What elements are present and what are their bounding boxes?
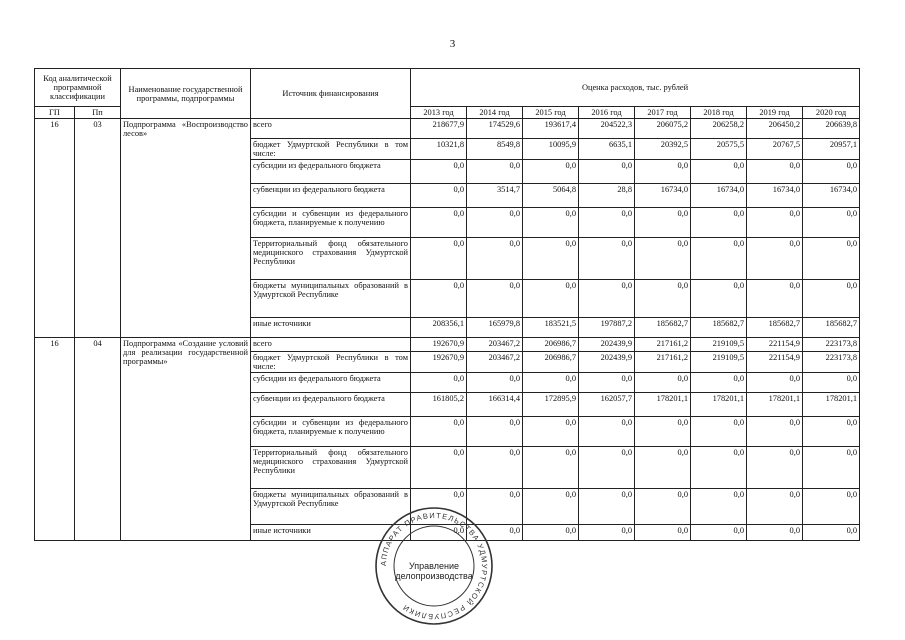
amount-cell: 0,0 [467,160,523,184]
header-name: Наименование государственной программы, подпрограммы [121,69,251,119]
amount-cell: 0,0 [747,417,803,447]
amount-cell: 20392,5 [635,139,691,160]
amount-cell: 0,0 [635,417,691,447]
amount-cell: 0,0 [803,208,860,238]
amount-cell: 0,0 [691,447,747,489]
amount-cell: 203467,2 [467,338,523,352]
header-year: 2018 год [691,107,747,119]
amount-cell: 0,0 [691,417,747,447]
header-year: 2014 год [467,107,523,119]
header-gp: ГП [35,107,75,119]
amount-cell: 0,0 [579,417,635,447]
amount-cell: 217161,2 [635,338,691,352]
amount-cell: 0,0 [579,160,635,184]
funding-source: субвенции из федерального бюджета [251,184,411,208]
amount-cell: 193617,4 [523,119,579,139]
amount-cell: 0,0 [467,238,523,280]
official-stamp [373,505,495,627]
amount-cell: 202439,9 [579,338,635,352]
header-year: 2019 год [747,107,803,119]
amount-cell: 0,0 [579,525,635,541]
amount-cell: 20575,5 [691,139,747,160]
amount-cell: 0,0 [691,525,747,541]
block-gp: 16 [35,338,75,541]
funding-source: субсидии и субвенции из федерального бюджета, планируемые к получению [251,208,411,238]
funding-source: иные источники [251,525,411,541]
amount-cell: 0,0 [579,208,635,238]
amount-cell: 217161,2 [635,352,691,373]
table-row [35,119,860,139]
amount-cell: 0,0 [691,238,747,280]
amount-cell: 161805,2 [411,393,467,417]
amount-cell: 0,0 [635,208,691,238]
block-gp: 16 [35,119,75,338]
amount-cell: 0,0 [411,417,467,447]
amount-cell: 0,0 [635,447,691,489]
amount-cell: 178201,1 [803,393,860,417]
amount-cell: 206639,8 [803,119,860,139]
header-year: 2020 год [803,107,860,119]
amount-cell: 0,0 [635,238,691,280]
amount-cell: 202439,9 [579,352,635,373]
amount-cell: 0,0 [691,489,747,525]
funding-source: субсидии из федерального бюджета [251,160,411,184]
amount-cell: 10321,8 [411,139,467,160]
amount-cell: 6635,1 [579,139,635,160]
amount-cell: 203467,2 [467,352,523,373]
amount-cell: 0,0 [691,280,747,318]
amount-cell: 0,0 [523,208,579,238]
amount-cell: 0,0 [635,373,691,393]
amount-cell: 0,0 [803,447,860,489]
funding-source: субвенции из федерального бюджета [251,393,411,417]
header-code-group: Код аналитической программной классификации [35,69,121,107]
amount-cell: 0,0 [523,280,579,318]
amount-cell: 162057,7 [579,393,635,417]
amount-cell: 192670,9 [411,338,467,352]
amount-cell: 0,0 [691,208,747,238]
amount-cell: 178201,1 [635,393,691,417]
amount-cell: 0,0 [523,417,579,447]
amount-cell: 0,0 [803,489,860,525]
amount-cell: 0,0 [579,373,635,393]
amount-cell: 0,0 [691,373,747,393]
amount-cell: 0,0 [523,373,579,393]
amount-cell: 0,0 [691,160,747,184]
header-estimate: Оценка расходов, тыс. рублей [411,69,860,107]
amount-cell: 0,0 [579,447,635,489]
amount-cell: 16734,0 [635,184,691,208]
amount-cell: 0,0 [747,208,803,238]
amount-cell: 0,0 [467,280,523,318]
amount-cell: 0,0 [523,238,579,280]
amount-cell: 0,0 [467,417,523,447]
amount-cell: 185682,7 [691,318,747,338]
amount-cell: 0,0 [803,238,860,280]
amount-cell: 0,0 [411,525,467,541]
amount-cell: 0,0 [747,238,803,280]
amount-cell: 0,0 [411,280,467,318]
amount-cell: 219109,5 [691,352,747,373]
amount-cell: 183521,5 [523,318,579,338]
funding-source: субсидии и субвенции из федерального бюджета, планируемые к получению [251,417,411,447]
amount-cell: 0,0 [747,373,803,393]
funding-source: бюджет Удмуртской Республики в том числе: [251,139,411,160]
amount-cell: 0,0 [411,238,467,280]
amount-cell: 20767,5 [747,139,803,160]
subprogram-name: Подпрограмма «Создание условий для реализации государственной программы» [121,338,251,541]
amount-cell: 223173,8 [803,352,860,373]
funding-source: субсидии из федерального бюджета [251,373,411,393]
header-year: 2013 год [411,107,467,119]
header-year: 2017 год [635,107,691,119]
amount-cell: 28,8 [579,184,635,208]
amount-cell: 218677,9 [411,119,467,139]
funding-source: бюджет Удмуртской Республики в том числе: [251,352,411,373]
amount-cell: 0,0 [579,238,635,280]
amount-cell: 0,0 [747,160,803,184]
funding-source: бюджеты муниципальных образований в Удмуртской Республике [251,489,411,525]
amount-cell: 0,0 [411,373,467,393]
amount-cell: 192670,9 [411,352,467,373]
amount-cell: 185682,7 [635,318,691,338]
amount-cell: 174529,6 [467,119,523,139]
amount-cell: 0,0 [747,489,803,525]
amount-cell: 0,0 [747,280,803,318]
amount-cell: 0,0 [803,160,860,184]
amount-cell: 20957,1 [803,139,860,160]
amount-cell: 3514,7 [467,184,523,208]
amount-cell: 0,0 [467,447,523,489]
amount-cell: 0,0 [467,489,523,525]
amount-cell: 5064,8 [523,184,579,208]
amount-cell: 0,0 [523,447,579,489]
amount-cell: 165979,8 [467,318,523,338]
amount-cell: 16734,0 [691,184,747,208]
funding-source: всего [251,119,411,139]
amount-cell: 0,0 [579,489,635,525]
amount-cell: 0,0 [635,280,691,318]
block-pp: 04 [75,338,121,541]
funding-source: иные источники [251,318,411,338]
amount-cell: 223173,8 [803,338,860,352]
subprogram-name: Подпрограмма «Воспроизводство лесов» [121,119,251,338]
amount-cell: 0,0 [803,417,860,447]
amount-cell: 0,0 [747,447,803,489]
header-source: Источник финансирования [251,69,411,119]
amount-cell: 178201,1 [747,393,803,417]
funding-source: всего [251,338,411,352]
amount-cell: 16734,0 [747,184,803,208]
amount-cell: 0,0 [411,208,467,238]
amount-cell: 0,0 [635,525,691,541]
amount-cell: 0,0 [411,447,467,489]
amount-cell: 221154,9 [747,338,803,352]
svg-text:АППАРАТ ПРАВИТЕЛЬСТВА УДМУРТСК: АППАРАТ ПРАВИТЕЛЬСТВА УДМУРТСКОЙ РЕСПУБЛИКИ [378,510,490,622]
amount-cell: 0,0 [803,525,860,541]
amount-cell: 208356,1 [411,318,467,338]
amount-cell: 0,0 [635,160,691,184]
amount-cell: 219109,5 [691,338,747,352]
amount-cell: 10095,9 [523,139,579,160]
amount-cell: 0,0 [467,208,523,238]
stamp-label: Управление делопроизводства [395,561,473,581]
amount-cell: 206986,7 [523,352,579,373]
amount-cell: 0,0 [635,489,691,525]
amount-cell: 0,0 [803,373,860,393]
amount-cell: 0,0 [411,489,467,525]
amount-cell: 206986,7 [523,338,579,352]
amount-cell: 8549,8 [467,139,523,160]
amount-cell: 166314,4 [467,393,523,417]
amount-cell: 185682,7 [747,318,803,338]
funding-source: бюджеты муниципальных образований в Удмуртской Республике [251,280,411,318]
amount-cell: 0,0 [411,184,467,208]
table-row [35,338,860,352]
amount-cell: 16734,0 [803,184,860,208]
amount-cell: 206075,2 [635,119,691,139]
amount-cell: 172895,9 [523,393,579,417]
budget-table [34,68,860,541]
amount-cell: 0,0 [747,525,803,541]
funding-source: Территориальный фонд обязательного медицинского страхования Удмуртской Республики [251,447,411,489]
header-year: 2016 год [579,107,635,119]
amount-cell: 221154,9 [747,352,803,373]
amount-cell: 197887,2 [579,318,635,338]
amount-cell: 0,0 [523,160,579,184]
header-year: 2015 год [523,107,579,119]
amount-cell: 0,0 [467,373,523,393]
header-pp: Пп [75,107,121,119]
amount-cell: 206450,2 [747,119,803,139]
amount-cell: 178201,1 [691,393,747,417]
amount-cell: 0,0 [467,525,523,541]
page-number: 3 [449,38,456,50]
funding-source: Территориальный фонд обязательного медицинского страхования Удмуртской Республики [251,238,411,280]
amount-cell: 0,0 [579,280,635,318]
amount-cell: 206258,2 [691,119,747,139]
amount-cell: 185682,7 [803,318,860,338]
amount-cell: 0,0 [523,489,579,525]
amount-cell: 0,0 [803,280,860,318]
amount-cell: 0,0 [523,525,579,541]
amount-cell: 0,0 [411,160,467,184]
block-pp: 03 [75,119,121,338]
amount-cell: 204522,3 [579,119,635,139]
